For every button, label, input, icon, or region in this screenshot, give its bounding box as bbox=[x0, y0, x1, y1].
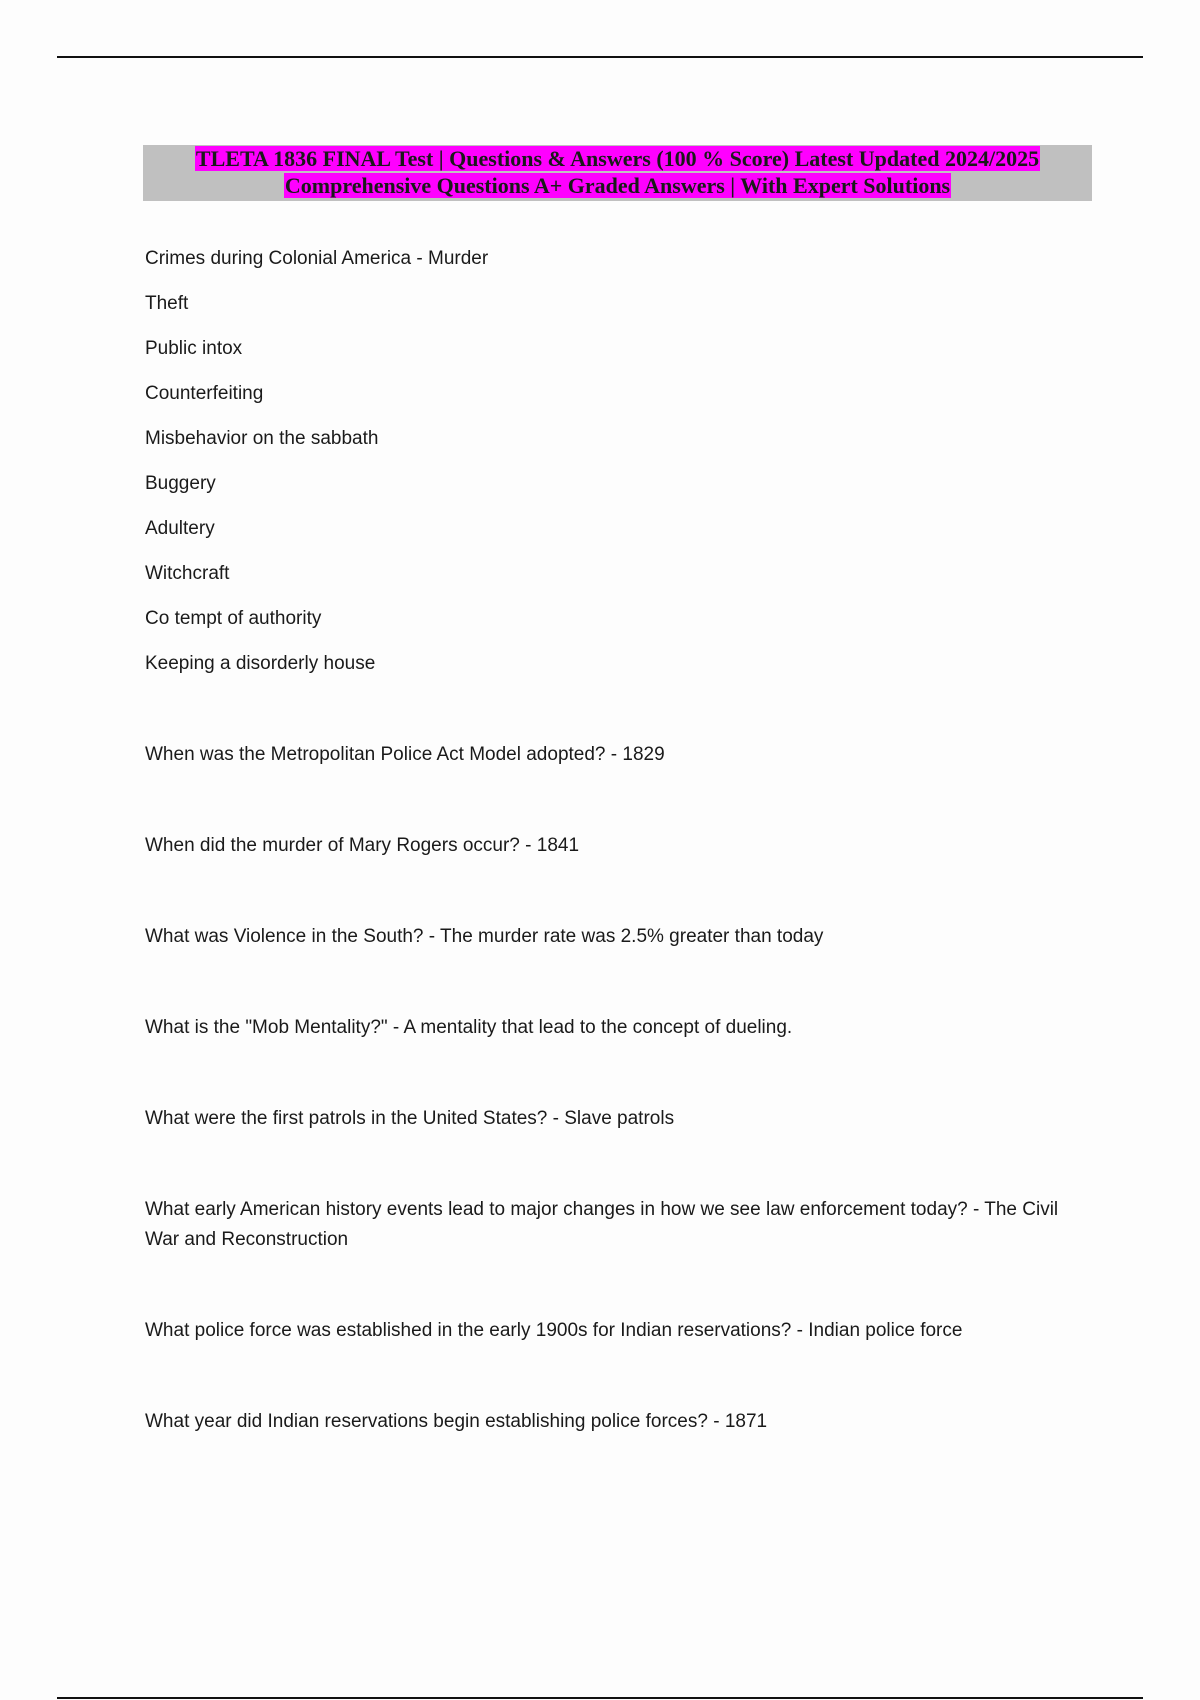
title-line-1: TLETA 1836 FINAL Test | Questions & Answers (100 % Score) Latest Updated 2024/2025 bbox=[195, 146, 1040, 171]
top-rule bbox=[57, 56, 1143, 58]
list-item: Misbehavior on the sabbath bbox=[145, 428, 379, 449]
qa-item: When did the murder of Mary Rogers occur? - 1841 bbox=[145, 835, 580, 856]
bottom-rule bbox=[57, 1697, 1143, 1699]
list-item: Crimes during Colonial America - Murder bbox=[145, 248, 489, 269]
list-item: Public intox bbox=[145, 338, 243, 359]
list-item: Counterfeiting bbox=[145, 383, 264, 404]
list-item: Adultery bbox=[145, 518, 215, 539]
qa-item: What was Violence in the South? - The murder rate was 2.5% greater than today bbox=[145, 926, 824, 947]
list-item: Buggery bbox=[145, 473, 216, 494]
qa-item: What year did Indian reservations begin establishing police forces? - 1871 bbox=[145, 1411, 768, 1432]
qa-item: What were the first patrols in the United States? - Slave patrols bbox=[145, 1108, 675, 1129]
qa-item: What is the "Mob Mentality?" - A mentality that lead to the concept of dueling. bbox=[145, 1017, 793, 1038]
qa-item: What police force was established in the early 1900s for Indian reservations? - Indian police force bbox=[145, 1320, 963, 1341]
qa-item: What early American history events lead to major changes in how we see law enforcement today? - The Civil War and Reconstruction bbox=[145, 1199, 1059, 1250]
document-title bbox=[143, 145, 1092, 201]
list-item: Keeping a disorderly house bbox=[145, 653, 376, 674]
document-body bbox=[145, 244, 1085, 1437]
list-item: Witchcraft bbox=[145, 563, 230, 584]
title-line-2: Comprehensive Questions A+ Graded Answers | With Expert Solutions bbox=[284, 173, 951, 198]
list-item: Co tempt of authority bbox=[145, 608, 322, 629]
list-item: Theft bbox=[145, 293, 189, 314]
qa-item: When was the Metropolitan Police Act Model adopted? - 1829 bbox=[145, 744, 665, 765]
